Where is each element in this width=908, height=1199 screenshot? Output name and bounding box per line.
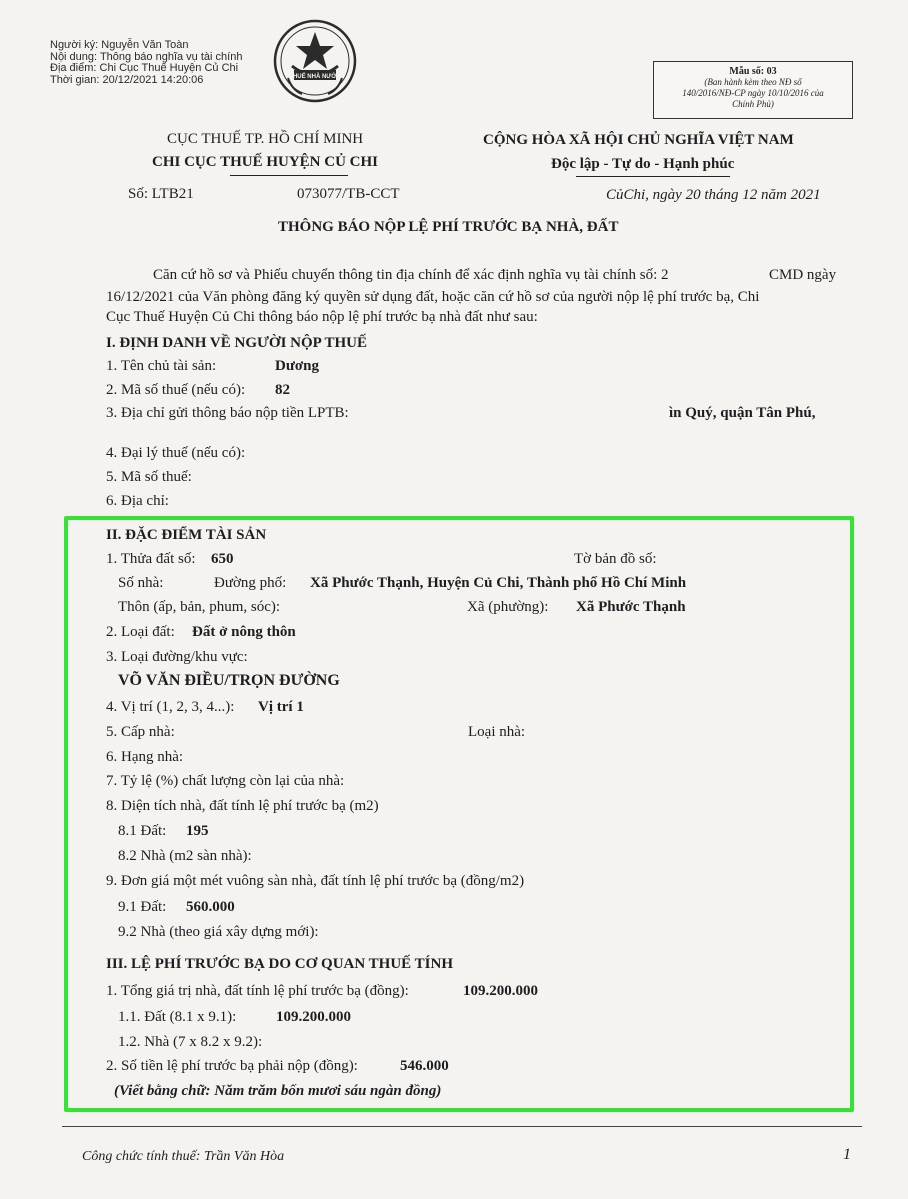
- total-value-label: 1. Tổng giá trị nhà, đất tính lệ phí trước bạ (đồng):: [106, 983, 409, 999]
- republic-name: CỘNG HÒA XÃ HỘI CHỦ NGHĨA VIỆT NAM: [483, 132, 794, 148]
- form-code-box: [653, 61, 853, 119]
- document-number-suffix: 073077/TB-CCT: [297, 186, 400, 202]
- page-number: 1: [843, 1146, 851, 1163]
- house-type-label: Loại nhà:: [468, 724, 526, 740]
- national-motto: Độc lập - Tự do - Hạnh phúc: [551, 156, 735, 172]
- form-code: Mẫu số: 03: [729, 66, 777, 77]
- street-label: Đường phố:: [214, 575, 287, 591]
- page-title: THÔNG BÁO NỘP LỆ PHÍ TRƯỚC BẠ NHÀ, ĐẤT: [278, 219, 619, 235]
- parcel-label: 1. Thửa đất số:: [106, 551, 196, 567]
- land-calc-label: 1.1. Đất (8.1 x 9.1):: [118, 1009, 237, 1025]
- house-number-label: Số nhà:: [118, 575, 164, 591]
- signature-content: Nội dung: Thông báo nghĩa vụ tài chính: [50, 50, 243, 63]
- area-land-label: 8.1 Đất:: [118, 823, 167, 839]
- hamlet-label: Thôn (ấp, bản, phum, sóc):: [118, 599, 281, 615]
- intro-line-1: Căn cứ hồ sơ và Phiếu chuyển thông tin địa chính để xác định nghĩa vụ tài chính số: 2: [153, 267, 669, 283]
- signature-signer: Người ký: Nguyễn Văn Toàn: [50, 39, 189, 51]
- footer-divider: [62, 1126, 862, 1127]
- price-land-label: 9.1 Đất:: [118, 899, 167, 915]
- ward-label: Xã (phường):: [467, 599, 549, 615]
- signature-place: Địa điểm: Chi Cục Thuế Huyện Củ Chi: [50, 62, 239, 74]
- intro-line-1-end: CMD ngày: [769, 267, 837, 283]
- position-label: 4. Vị trí (1, 2, 3, 4...):: [106, 699, 235, 715]
- house-class-label: 6. Hạng nhà:: [106, 749, 184, 765]
- owner-label: 1. Tên chủ tài sản:: [106, 358, 217, 374]
- form-note-line2: 140/2016/NĐ-CP ngày 10/10/2016 của: [682, 88, 824, 98]
- motto-underline: [576, 176, 730, 177]
- street-value: Xã Phước Thạnh, Huyện Củ Chi, Thành phố Hồ Chí Minh: [310, 575, 687, 591]
- area-house-label: 8.2 Nhà (m2 sàn nhà):: [118, 848, 252, 864]
- signature-time: Thời gian: 20/12/2021 14:20:06: [50, 73, 204, 86]
- tax-code-value: 82: [275, 382, 290, 398]
- house-grade-label: 5. Cấp nhà:: [106, 724, 175, 740]
- fee-value: 546.000: [400, 1058, 449, 1074]
- tax-code-label: 2. Mã số thuế (nếu có):: [106, 382, 246, 398]
- address-value: ìn Quý, quận Tân Phú,: [669, 405, 816, 421]
- intro-line-2: 16/12/2021 của Văn phòng đăng ký quyền sử dụng đất, hoặc căn cứ hồ sơ của người nộp lệ phí trước bạ, Chi: [106, 289, 760, 305]
- form-note-line3: Chính Phủ): [732, 99, 774, 109]
- ward-value: Xã Phước Thạnh: [576, 599, 686, 615]
- svg-text:THUẾ NHÀ NƯỚC: THUẾ NHÀ NƯỚC: [289, 74, 341, 80]
- sub-agency-underline: [230, 175, 348, 176]
- land-calc-value: 109.200.000: [276, 1009, 351, 1025]
- total-value: 109.200.000: [463, 983, 538, 999]
- section3-heading: III. LỆ PHÍ TRƯỚC BẠ DO CƠ QUAN THUẾ TÍNH: [106, 956, 454, 972]
- section2-heading: II. ĐẶC ĐIỂM TÀI SẢN: [106, 527, 267, 543]
- tax-seal-emblem: [272, 18, 358, 104]
- agent-tax-code-label: 5. Mã số thuế:: [106, 469, 192, 485]
- unit-price-label: 9. Đơn giá một mét vuông sàn nhà, đất tính lệ phí trước bạ (đồng/m2): [106, 873, 525, 889]
- sub-agency-name: CHI CỤC THUẾ HUYỆN CỦ CHI: [152, 154, 378, 170]
- price-land-value: 560.000: [186, 899, 235, 915]
- document-number: Số: LTB21: [128, 186, 194, 202]
- owner-value: Dương: [275, 358, 319, 374]
- remaining-quality-label: 7. Tỷ lệ (%) chất lượng còn lại của nhà:: [106, 773, 345, 789]
- officer-name: Công chức tính thuế: Trần Văn Hòa: [82, 1149, 285, 1164]
- agent-address-label: 6. Địa chỉ:: [106, 493, 169, 509]
- issue-date: CủChi, ngày 20 tháng 12 năm 2021: [606, 187, 821, 203]
- position-value: Vị trí 1: [258, 699, 304, 715]
- section1-heading: I. ĐỊNH DANH VỀ NGƯỜI NỘP THUẾ: [106, 335, 368, 351]
- fee-label: 2. Số tiền lệ phí trước bạ phải nộp (đồng):: [106, 1058, 358, 1074]
- area-label: 8. Diện tích nhà, đất tính lệ phí trước bạ (m2): [106, 798, 379, 814]
- fee-in-words: (Viết bằng chữ: Năm trăm bốn mươi sáu ngàn đồng): [114, 1083, 442, 1099]
- map-sheet-label: Tờ bản đồ số:: [574, 551, 657, 567]
- area-land-value: 195: [186, 823, 209, 839]
- road-area-value: VÕ VĂN ĐIỀU/TRỌN ĐƯỜNG: [118, 672, 340, 689]
- digital-signature-block: [50, 40, 242, 86]
- form-note-line1: (Ban hành kèm theo NĐ số: [704, 77, 802, 87]
- parcel-value: 650: [211, 551, 234, 567]
- agency-name: CỤC THUẾ TP. HỒ CHÍ MINH: [167, 131, 364, 147]
- address-label: 3. Địa chỉ gửi thông báo nộp tiền LPTB:: [106, 405, 349, 421]
- road-area-label: 3. Loại đường/khu vực:: [106, 649, 248, 665]
- land-type-value: Đất ở nông thôn: [192, 624, 296, 640]
- house-calc-label: 1.2. Nhà (7 x 8.2 x 9.2):: [118, 1034, 263, 1050]
- intro-line-3: Cục Thuế Huyện Củ Chi thông báo nộp lệ phí trước bạ nhà đất như sau:: [106, 309, 538, 325]
- land-type-label: 2. Loại đất:: [106, 624, 175, 640]
- price-house-label: 9.2 Nhà (theo giá xây dựng mới):: [118, 924, 319, 940]
- tax-agent-label: 4. Đại lý thuế (nếu có):: [106, 445, 246, 461]
